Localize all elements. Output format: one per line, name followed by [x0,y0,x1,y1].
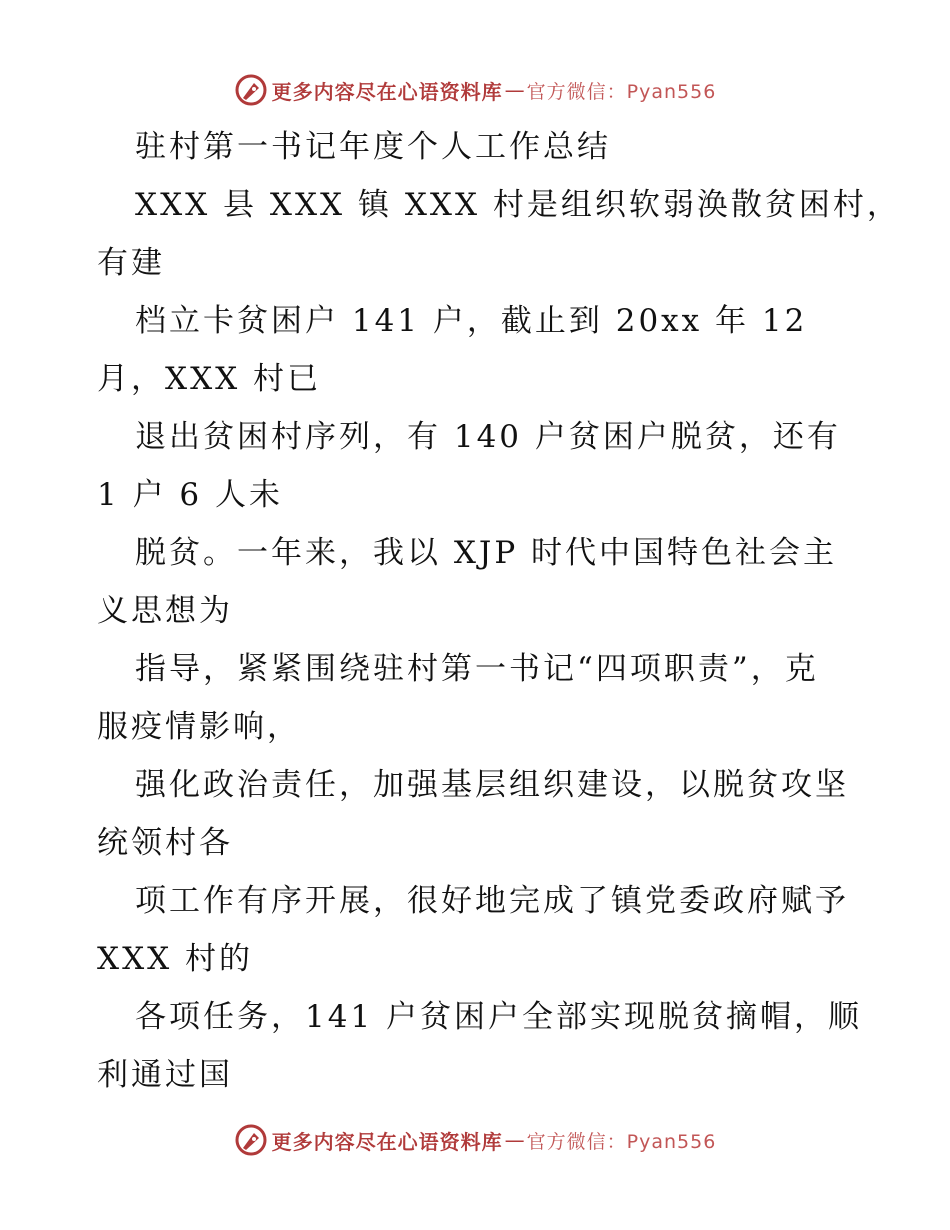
banner-dash: — [504,78,525,102]
text-line: 利通过国 [97,1057,233,1093]
banner-main-text: 更多内容尽在心语资料库 [271,79,503,104]
document-body [97,118,901,1104]
banner-dash: — [504,1128,525,1152]
text-line: 脱贫。一年来，我以 XJP 时代中国特色社会主 [135,535,838,571]
text-line: 统领村各 [97,825,233,861]
banner-wechat-text: 官方微信：Pyan556 [526,1130,717,1153]
text-line: 项工作有序开展，很好地完成了镇党委政府赋予 [135,883,849,919]
banner-main-text: 更多内容尽在心语资料库 [271,1129,503,1154]
text-line: 1 户 6 人未 [97,477,284,513]
text-line: 强化政治责任，加强基层组织建设，以脱贫攻坚 [135,767,849,803]
text-line: XXX 村的 [97,941,254,977]
text-line: 各项任务，141 户贫困户全部实现脱贫摘帽，顺 [135,999,863,1035]
text-line: 档立卡贫困户 141 户，截止到 20xx 年 12 [135,303,808,339]
text-line: 义思想为 [97,593,233,629]
pen-nib-logo-icon [234,1123,268,1157]
text-line: 月，XXX 村已 [97,361,322,397]
text-line: XXX 县 XXX 镇 XXX 村是组织软弱涣散贫困村， [135,187,901,223]
pen-nib-logo-icon [234,73,268,107]
document-title: 驻村第一书记年度个人工作总结 [135,129,611,165]
text-line: 有建 [97,245,165,281]
text-line: 服疫情影响， [97,709,301,745]
header-banner [0,70,950,110]
text-line: 退出贫困村序列，有 140 户贫困户脱贫，还有 [135,419,841,455]
banner-wechat-text: 官方微信：Pyan556 [526,80,717,103]
text-line: 指导，紧紧围绕驻村第一书记“四项职责”，克 [135,651,819,687]
footer-banner [0,1120,950,1160]
